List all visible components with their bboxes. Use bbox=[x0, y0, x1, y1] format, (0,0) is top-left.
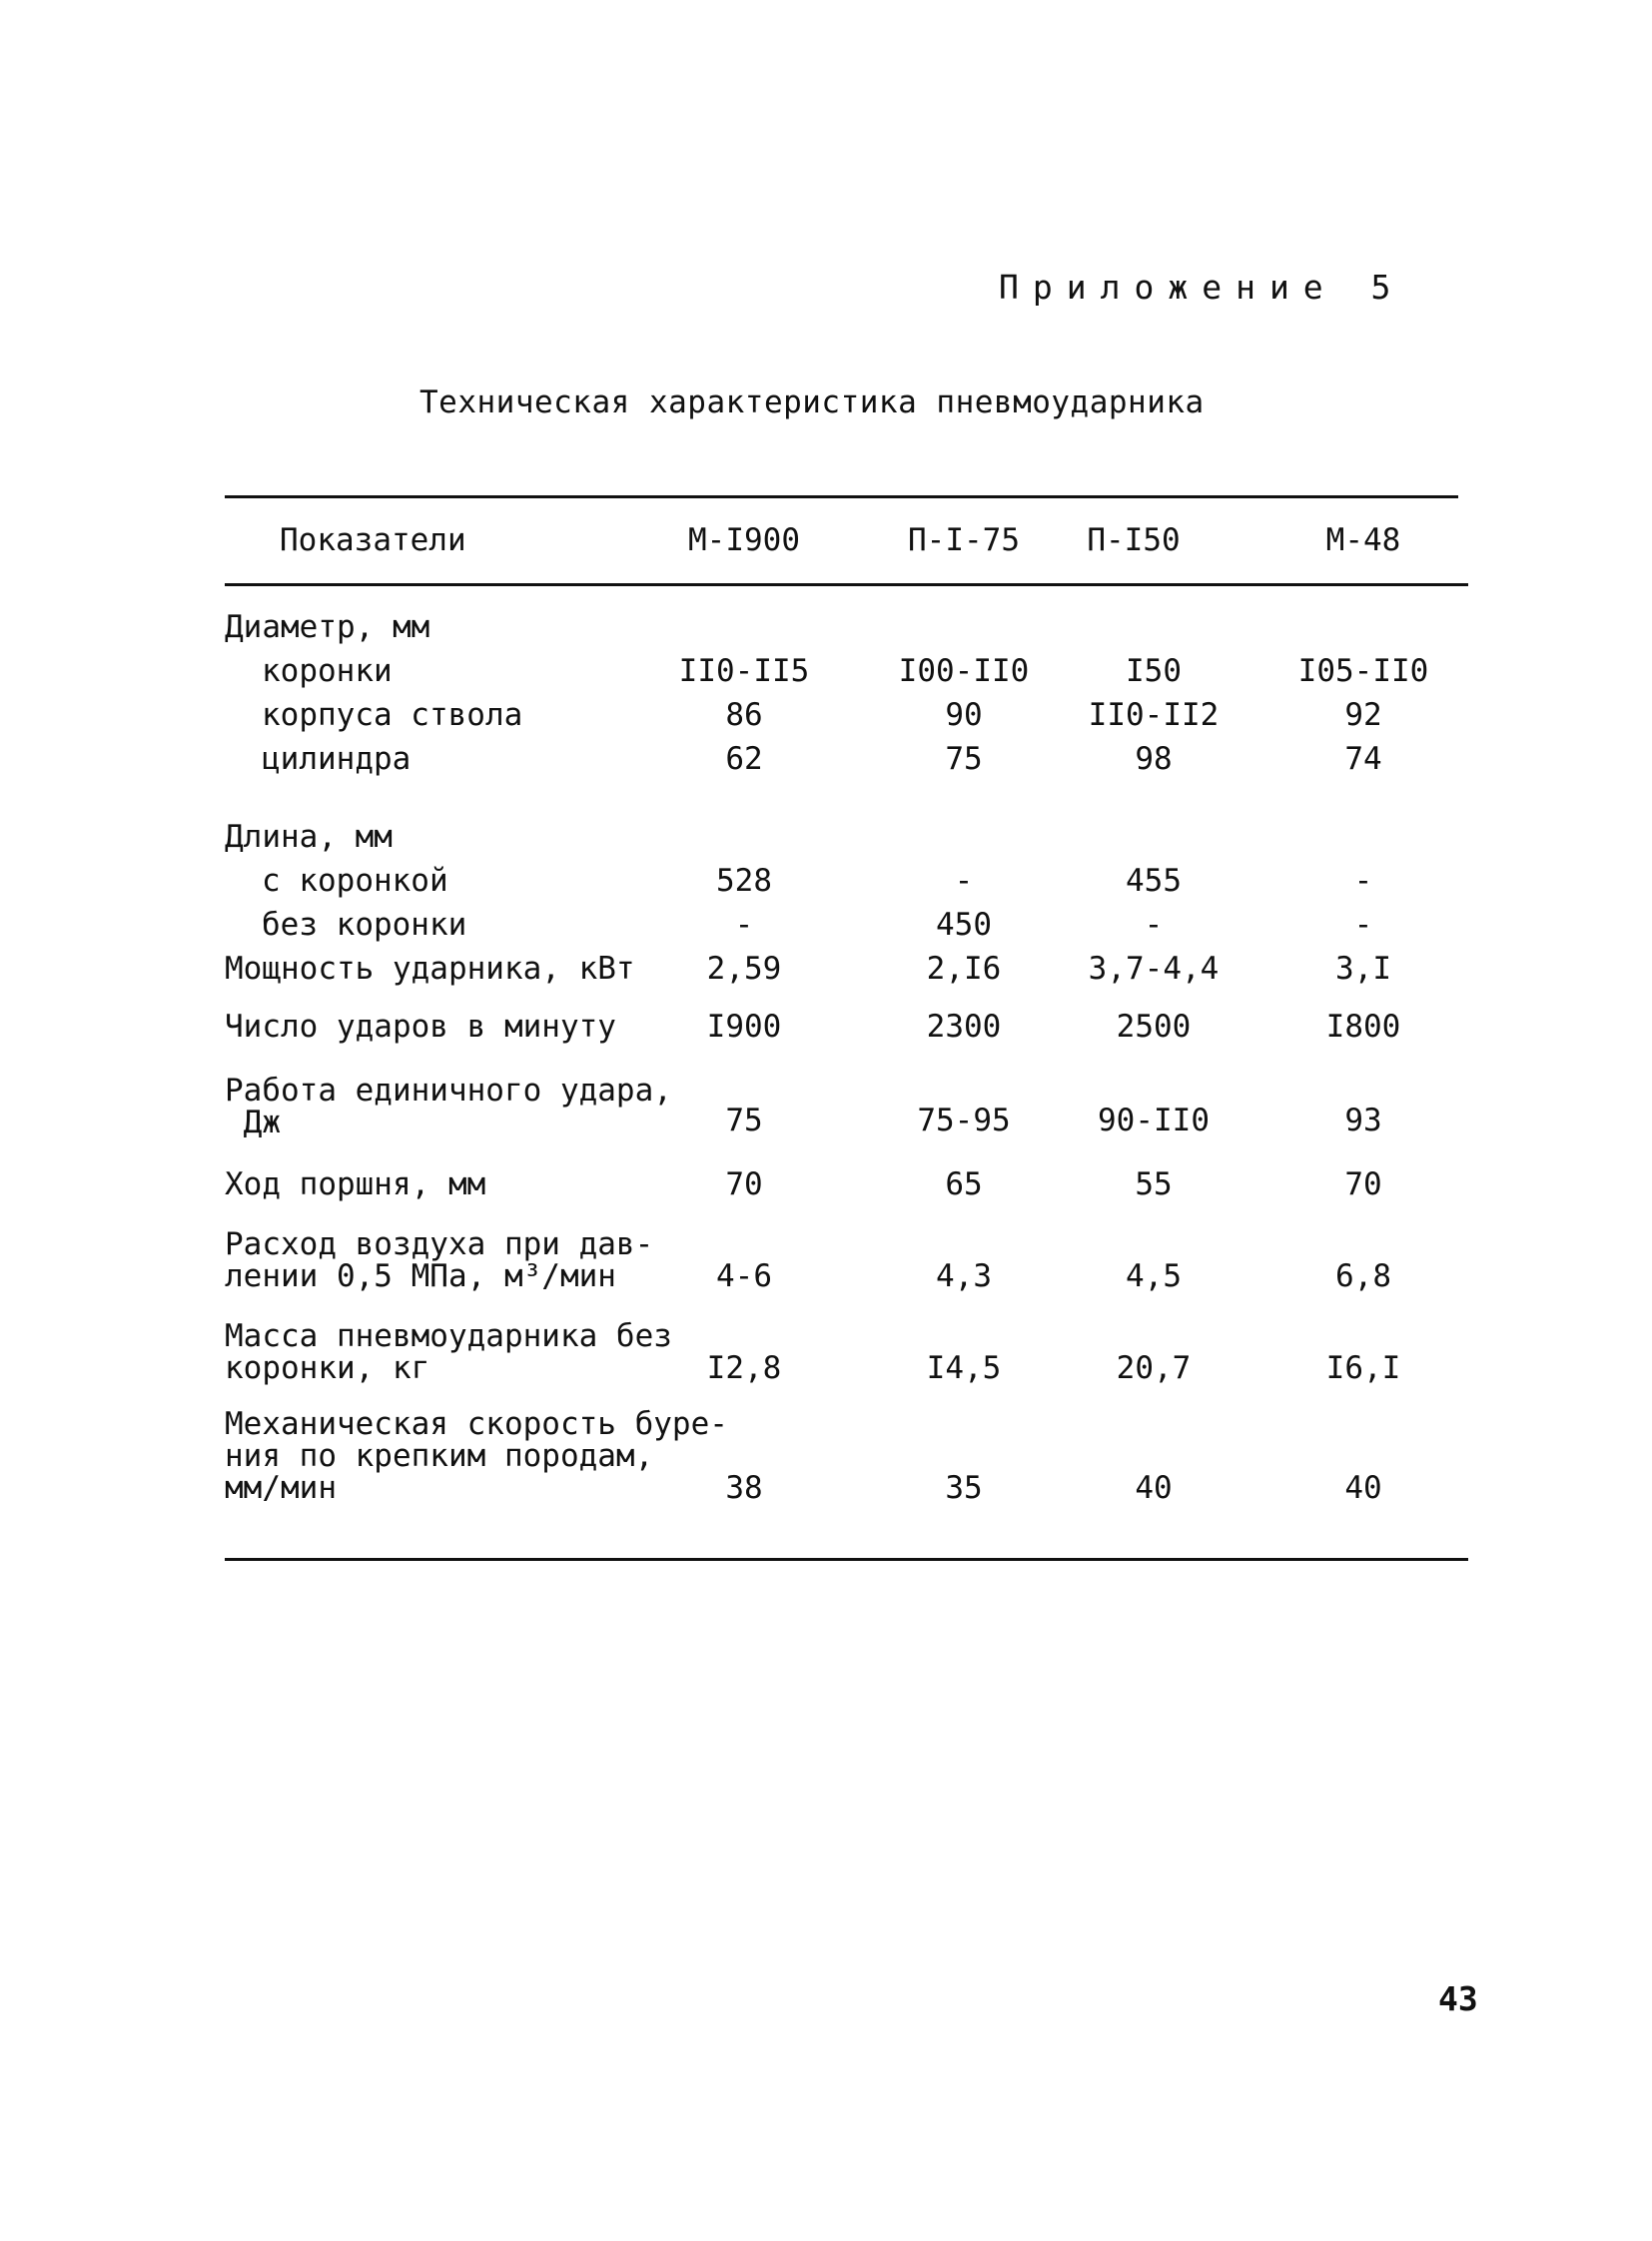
value-p150: 2500 bbox=[1116, 1009, 1192, 1045]
value-p150: 98 bbox=[1135, 741, 1173, 777]
value-m48: I05-II0 bbox=[1297, 653, 1429, 689]
table-header-rule bbox=[225, 583, 1468, 586]
page-number: 43 bbox=[1438, 1979, 1478, 2018]
value-m1900: 70 bbox=[725, 1166, 763, 1202]
header-indicators: Показатели bbox=[280, 522, 466, 558]
value-p150: 455 bbox=[1126, 863, 1182, 899]
value-m1900: - bbox=[734, 907, 754, 943]
table-bottom-rule bbox=[225, 1558, 1468, 1561]
row-label: Расход воздуха при дав- лении 0,5 МПа, м³/мин bbox=[225, 1226, 654, 1294]
header-p1-75: П-I-75 bbox=[908, 522, 1020, 558]
value-p150: 20,7 bbox=[1116, 1350, 1192, 1386]
value-m1900: 4-6 bbox=[716, 1258, 772, 1294]
value-m48: - bbox=[1353, 907, 1373, 943]
row-label: Ход поршня, мм bbox=[225, 1166, 486, 1202]
row-label: корпуса ствола bbox=[262, 697, 523, 733]
row-label: Длина, мм bbox=[225, 819, 393, 855]
value-m1900: 38 bbox=[725, 1470, 763, 1506]
table-top-rule bbox=[225, 495, 1458, 498]
value-m1900: 2,59 bbox=[706, 951, 782, 987]
header-p150: П-I50 bbox=[1087, 522, 1181, 558]
row-label: Механическая скорость буре- ния по крепким породам, мм/мин bbox=[225, 1406, 728, 1506]
value-p1-75: 65 bbox=[945, 1166, 983, 1202]
value-m1900: I900 bbox=[706, 1009, 782, 1045]
value-m48: 6,8 bbox=[1335, 1258, 1391, 1294]
value-m48: 74 bbox=[1344, 741, 1382, 777]
value-p1-75: 4,3 bbox=[936, 1258, 992, 1294]
header-m1900: М-I900 bbox=[688, 522, 800, 558]
value-m48: 3,I bbox=[1335, 951, 1391, 987]
value-m1900: 75 bbox=[725, 1103, 763, 1138]
header-m48: М-48 bbox=[1325, 522, 1401, 558]
value-p1-75: 75-95 bbox=[917, 1103, 1011, 1138]
value-p1-75: 450 bbox=[936, 907, 992, 943]
row-label: с коронкой bbox=[262, 863, 448, 899]
value-m48: - bbox=[1353, 863, 1373, 899]
value-p150: II0-II2 bbox=[1088, 697, 1220, 733]
value-p1-75: I4,5 bbox=[926, 1350, 1002, 1386]
value-m1900: 62 bbox=[725, 741, 763, 777]
value-p1-75: 2,I6 bbox=[926, 951, 1002, 987]
value-p150: I50 bbox=[1126, 653, 1182, 689]
value-p1-75: - bbox=[954, 863, 974, 899]
value-m48: I800 bbox=[1325, 1009, 1401, 1045]
value-m48: 70 bbox=[1344, 1166, 1382, 1202]
row-label: коронки bbox=[262, 653, 393, 689]
value-m48: 92 bbox=[1344, 697, 1382, 733]
value-p1-75: 2300 bbox=[926, 1009, 1002, 1045]
row-label: Масса пневмоударника без коронки, кг bbox=[225, 1318, 672, 1386]
row-label: без коронки bbox=[262, 907, 467, 943]
value-p1-75: I00-II0 bbox=[898, 653, 1030, 689]
value-m48: 40 bbox=[1344, 1470, 1382, 1506]
value-p1-75: 90 bbox=[945, 697, 983, 733]
value-p1-75: 75 bbox=[945, 741, 983, 777]
row-label: Диаметр, мм bbox=[225, 609, 430, 645]
value-p150: 3,7-4,4 bbox=[1088, 951, 1220, 987]
row-label: Число ударов в минуту bbox=[225, 1009, 616, 1045]
value-p150: 4,5 bbox=[1126, 1258, 1182, 1294]
value-p150: 55 bbox=[1135, 1166, 1173, 1202]
value-m1900: I2,8 bbox=[706, 1350, 782, 1386]
value-p1-75: 35 bbox=[945, 1470, 983, 1506]
row-label: цилиндра bbox=[262, 741, 412, 777]
value-p150: 90-II0 bbox=[1098, 1103, 1210, 1138]
row-label: Работа единичного удара, Дж bbox=[225, 1073, 672, 1140]
value-p150: 40 bbox=[1135, 1470, 1173, 1506]
value-m48: I6,I bbox=[1325, 1350, 1401, 1386]
table-title: Техническая характеристика пневмоударника bbox=[419, 384, 1205, 420]
value-m1900: 528 bbox=[716, 863, 772, 899]
value-p150: - bbox=[1144, 907, 1164, 943]
row-label: Мощность ударника, кВт bbox=[225, 951, 635, 987]
value-m1900: 86 bbox=[725, 697, 763, 733]
appendix-label: Приложение 5 bbox=[999, 268, 1405, 307]
value-m48: 93 bbox=[1344, 1103, 1382, 1138]
value-m1900: II0-II5 bbox=[678, 653, 810, 689]
